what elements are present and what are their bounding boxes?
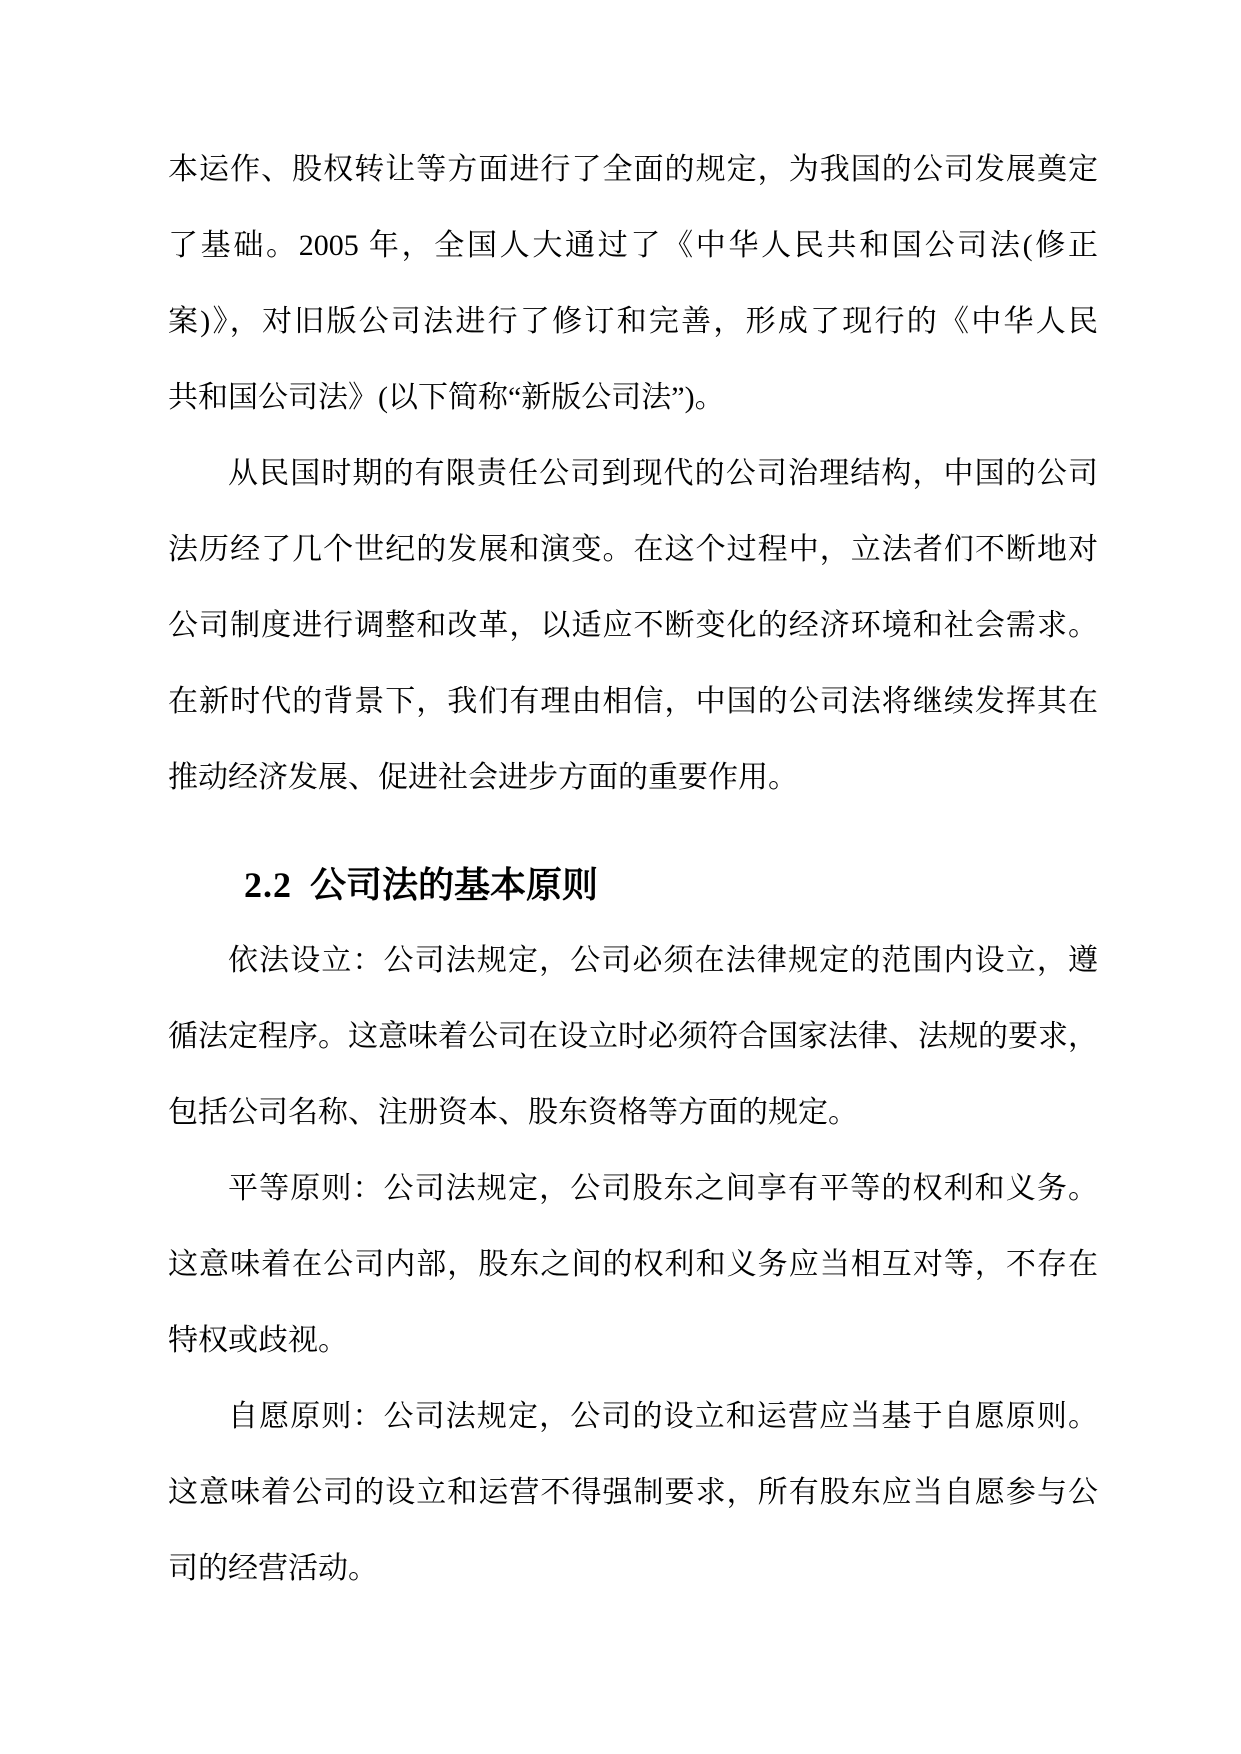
text-line: 法历经了几个世纪的发展和演变。在这个过程中，立法者们不断地对 (168, 533, 1098, 566)
section-heading-title: 公司法的基本原则 (310, 865, 599, 905)
text-line: 推动经济发展、促进社会进步方面的重要作用。 (168, 761, 798, 794)
paragraph (168, 436, 1098, 816)
text-line: 了基础。2005 年，全国人大通过了《中华人民共和国公司法(修正 (168, 229, 1098, 262)
text-line: 公司制度进行调整和改革，以适应不断变化的经济环境和社会需求。 (168, 609, 1098, 642)
section-heading-number: 2.2 (244, 865, 292, 905)
text-line: 依法设立：公司法规定，公司必须在法律规定的范围内设立，遵 (228, 944, 1098, 977)
text-line: 这意味着公司的设立和运营不得强制要求，所有股东应当自愿参与公 (168, 1476, 1098, 1509)
paragraph (168, 923, 1098, 1151)
paragraph (168, 1151, 1098, 1379)
text-line: 本运作、股权转让等方面进行了全面的规定，为我国的公司发展奠定 (168, 153, 1098, 186)
text-line: 共和国公司法》(以下简称“新版公司法”)。 (168, 381, 725, 414)
text-line: 循法定程序。这意味着公司在设立时必须符合国家法律、法规的要求， (168, 1020, 1098, 1053)
text-line: 平等原则：公司法规定，公司股东之间享有平等的权利和义务。 (228, 1172, 1098, 1205)
text-line: 包括公司名称、注册资本、股东资格等方面的规定。 (168, 1096, 858, 1129)
paragraph (168, 132, 1098, 436)
text-line: 这意味着在公司内部，股东之间的权利和义务应当相互对等，不存在 (168, 1248, 1098, 1281)
section-heading (168, 847, 1098, 923)
text-line: 自愿原则：公司法规定，公司的设立和运营应当基于自愿原则。 (228, 1400, 1098, 1433)
paragraph (168, 1379, 1098, 1607)
text-line: 从民国时期的有限责任公司到现代的公司治理结构，中国的公司 (228, 457, 1098, 490)
text-line: 特权或歧视。 (168, 1324, 348, 1357)
text-line: 在新时代的背景下，我们有理由相信，中国的公司法将继续发挥其在 (168, 685, 1098, 718)
text-line: 司的经营活动。 (168, 1552, 378, 1585)
text-line: 案)》，对旧版公司法进行了修订和完善，形成了现行的《中华人民 (168, 305, 1098, 338)
